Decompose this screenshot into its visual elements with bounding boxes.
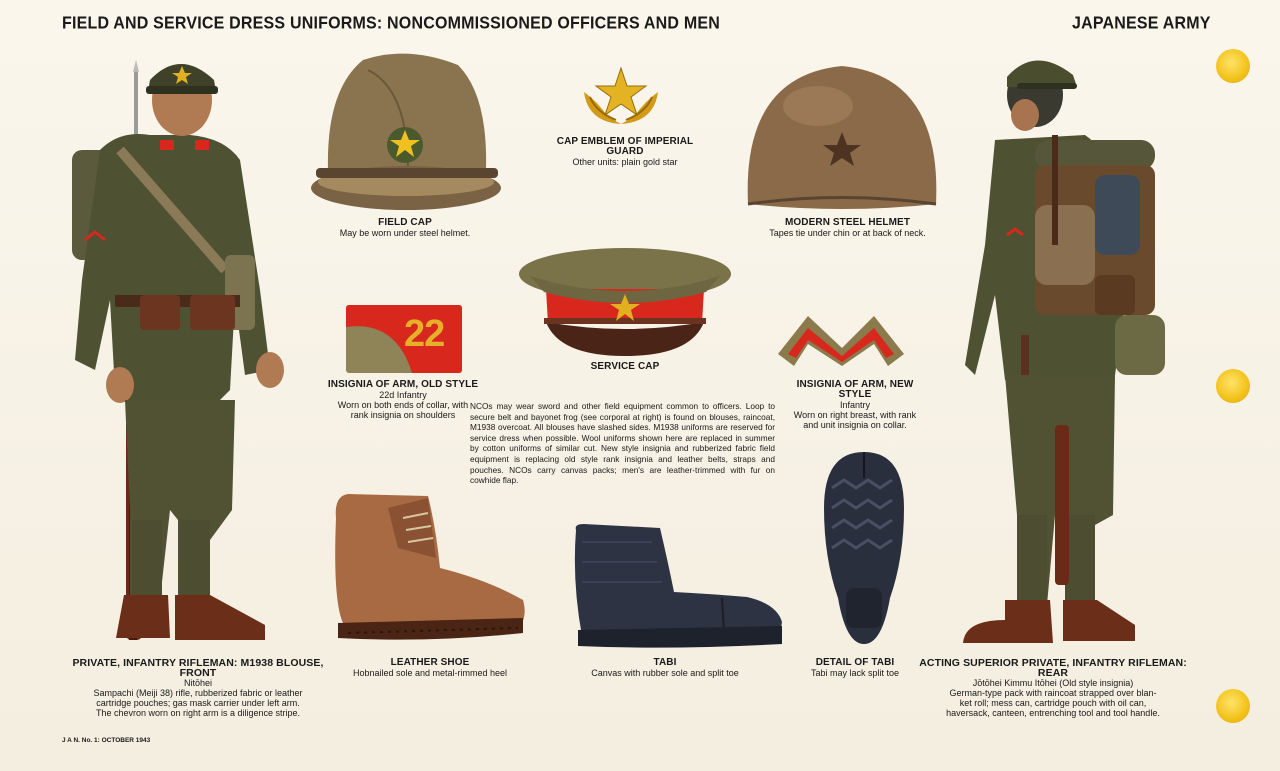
caption-body: Tabi may lack split toe <box>810 668 900 678</box>
leather-shoe-caption <box>345 658 515 678</box>
caption-body: Canvas with rubber sole and split toe <box>591 668 739 678</box>
caption-sub: 22d Infantry <box>379 390 427 400</box>
army-label: JAPANESE ARMY <box>1072 14 1211 33</box>
caption-title: INSIGNIA OF ARM, OLD STYLE <box>327 379 479 390</box>
notes-paragraph: NCOs may wear sword and other field equipment common to officers. Loop to secure belt and bayonet frog (see corporal at right) is found on blouses, raincoat, M1938 overcoat. All blouses have slashed sides. M1938 uniforms are reserved for service dress when possible. Wool uniforms shown here are replaced in summer by cotton uniforms of similar cut. New style insignia and rubberized fabric field equipment is replacing old style rank insignia and leather belts, straps and pouches. NCOs carry canvas packs; men's are leather-trimmed with fur on cowhide flap. <box>470 401 775 486</box>
acting-rear-caption <box>912 658 1194 718</box>
steel-helmet-caption <box>760 218 935 238</box>
caption-body: ket roll; mess can, cartridge pouch with oil can, <box>959 698 1147 708</box>
caption-body: German-type pack with raincoat strapped over blan- <box>949 688 1157 698</box>
insignia-new-style-illustration <box>776 308 906 370</box>
caption-body: rank insignia on shoulders <box>350 410 456 420</box>
leather-shoe-illustration <box>328 488 533 648</box>
insignia-number: 22 <box>404 313 445 355</box>
tabi-caption <box>585 658 745 678</box>
tabi-detail-caption <box>800 658 910 678</box>
caption-title: INSIGNIA OF ARM, NEW STYLE <box>796 379 914 400</box>
private-rifleman-front-illustration <box>60 40 300 660</box>
caption-title: ACTING SUPERIOR PRIVATE, INFANTRY RIFLEMAN: REAR <box>919 657 1187 679</box>
caption-body: haversack, canteen, entrenching tool and tool handle. <box>946 708 1160 718</box>
tabi-sole-illustration <box>820 448 908 648</box>
caption-body: and unit insignia on collar. <box>803 420 907 430</box>
caption-title: SERVICE CAP <box>590 361 660 372</box>
binder-hole <box>1216 369 1250 403</box>
caption-title: FIELD CAP <box>378 217 432 228</box>
acting-superior-private-rear-illustration <box>955 45 1175 650</box>
page-title: FIELD AND SERVICE DRESS UNIFORMS: NONCOMMISSIONED OFFICERS AND MEN <box>62 14 720 33</box>
caption-body: The chevron worn on right arm is a diligence stripe. <box>95 708 301 718</box>
insignia-old-caption <box>318 380 488 420</box>
caption-body: Hobnailed sole and metal-rimmed heel <box>352 668 508 678</box>
caption-sub: Nitōhei <box>183 678 212 688</box>
insignia-old-style-tab <box>346 305 462 373</box>
caption-title: DETAIL OF TABI <box>815 657 895 668</box>
service-cap-illustration <box>516 244 734 359</box>
private-front-caption <box>58 658 338 718</box>
caption-body: cartridge pouches; gas mask carrier under left arm. <box>96 698 300 708</box>
caption-body: May be worn under steel helmet. <box>339 228 471 238</box>
caption-title: LEATHER SHOE <box>390 657 470 668</box>
imperial-guard-emblem-illustration <box>578 62 664 132</box>
tabi-illustration <box>572 522 787 650</box>
caption-body: Worn on both ends of collar, with <box>337 400 469 410</box>
caption-body: Other units: plain gold star <box>572 157 678 167</box>
binder-hole <box>1216 689 1250 723</box>
service-cap-caption <box>560 362 690 372</box>
caption-body: Worn on right breast, with rank <box>793 410 917 420</box>
field-cap-caption <box>320 218 490 238</box>
caption-body: Sampachi (Meiji 38) rifle, rubberized fabric or leather <box>93 688 303 698</box>
insignia-new-caption <box>780 380 930 430</box>
caption-sub: Jōtōhei Kimmu Itōhei (Old style insignia) <box>972 678 1134 688</box>
caption-title: PRIVATE, INFANTRY RIFLEMAN: M1938 BLOUSE, FRONT <box>72 657 324 679</box>
caption-sub: Infantry <box>839 400 870 410</box>
field-cap-illustration <box>308 50 503 210</box>
binder-hole <box>1216 49 1250 83</box>
steel-helmet-illustration <box>738 56 946 211</box>
publication-footer: J A N. No. 1: OCTOBER 1943 <box>62 737 151 744</box>
cap-emblem-caption <box>540 137 710 167</box>
caption-title: TABI <box>653 657 677 668</box>
caption-title: MODERN STEEL HELMET <box>784 217 911 228</box>
caption-title: CAP EMBLEM OF IMPERIAL GUARD <box>556 136 694 157</box>
caption-body: Tapes tie under chin or at back of neck. <box>769 228 926 238</box>
